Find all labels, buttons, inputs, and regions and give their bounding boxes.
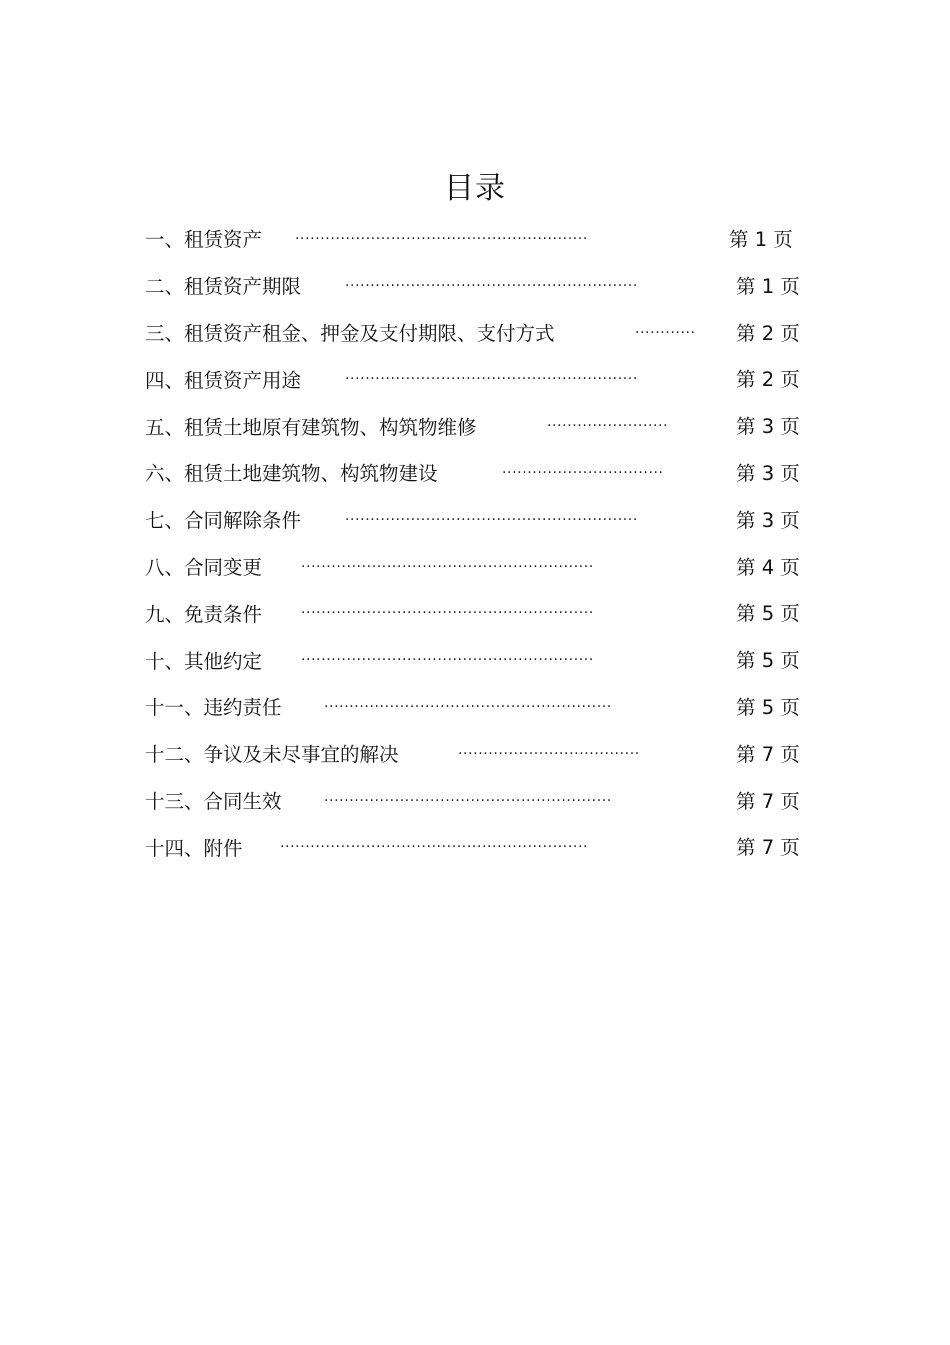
toc-leader-dots: ····························································· bbox=[280, 839, 589, 856]
toc-entry-page: 第 3 页 bbox=[736, 415, 800, 439]
toc-entry-label: 四、租赁资产用途 bbox=[145, 368, 302, 392]
toc-entry-label: 六、租赁土地建筑物、构筑物建设 bbox=[145, 462, 438, 486]
toc-entry-label: 九、免责条件 bbox=[145, 602, 263, 626]
toc-entry[interactable] bbox=[145, 685, 810, 732]
table-of-contents bbox=[145, 217, 810, 872]
toc-entry-label: 五、租赁土地原有建筑物、构筑物维修 bbox=[145, 415, 477, 439]
toc-leader-dots: ························································· bbox=[324, 792, 612, 809]
toc-entry[interactable] bbox=[145, 732, 810, 779]
toc-entry-page: 第 7 页 bbox=[736, 789, 800, 813]
toc-entry-page: 第 2 页 bbox=[736, 368, 800, 392]
toc-entry[interactable] bbox=[145, 498, 810, 545]
toc-entry-page: 第 3 页 bbox=[736, 508, 800, 532]
toc-entry[interactable] bbox=[145, 451, 810, 498]
toc-entry-label: 八、合同变更 bbox=[145, 555, 263, 579]
toc-entry[interactable] bbox=[145, 638, 810, 685]
toc-entry-label: 十四、附件 bbox=[145, 836, 243, 860]
toc-entry-page: 第 2 页 bbox=[736, 321, 800, 345]
toc-title: 目录 bbox=[444, 171, 506, 206]
toc-entry-page: 第 7 页 bbox=[736, 742, 800, 766]
toc-leader-dots: ·························································· bbox=[295, 231, 588, 247]
toc-entry[interactable] bbox=[145, 357, 810, 404]
toc-leader-dots: ·························································· bbox=[345, 511, 638, 528]
toc-entry-label: 三、租赁资产租金、押金及支付期限、支付方式 bbox=[145, 321, 555, 345]
toc-entry[interactable] bbox=[145, 825, 810, 872]
toc-leader-dots: ························ bbox=[547, 418, 669, 435]
toc-leader-dots: ·························································· bbox=[345, 371, 638, 388]
toc-leader-dots: ·························································· bbox=[301, 558, 594, 575]
toc-entry-label: 七、合同解除条件 bbox=[145, 509, 302, 533]
toc-entry-page: 第 1 页 bbox=[736, 274, 800, 298]
toc-entry[interactable] bbox=[145, 311, 810, 358]
toc-entry-label: 十三、合同生效 bbox=[145, 789, 282, 813]
toc-entry-page: 第 5 页 bbox=[736, 602, 800, 626]
toc-entry-page: 第 3 页 bbox=[736, 461, 800, 485]
toc-leader-dots: ·························································· bbox=[301, 652, 594, 669]
toc-entry[interactable] bbox=[145, 779, 810, 826]
toc-entry-label: 十二、争议及未尽事宜的解决 bbox=[145, 743, 399, 767]
toc-entry[interactable] bbox=[145, 404, 810, 451]
toc-entry-label: 十、其他约定 bbox=[145, 649, 263, 673]
toc-entry-page: 第 5 页 bbox=[736, 695, 800, 719]
toc-entry-page: 第 4 页 bbox=[736, 555, 800, 579]
toc-entry-page: 第 1 页 bbox=[729, 228, 793, 251]
toc-entry[interactable] bbox=[145, 545, 810, 592]
toc-entry[interactable] bbox=[145, 217, 810, 264]
toc-entry-label: 二、租赁资产期限 bbox=[145, 275, 302, 299]
toc-leader-dots: ························································· bbox=[324, 698, 612, 715]
toc-entry[interactable] bbox=[145, 591, 810, 638]
toc-entry[interactable] bbox=[145, 264, 810, 311]
toc-leader-dots: ·························································· bbox=[301, 605, 594, 622]
toc-leader-dots: ············ bbox=[635, 324, 696, 341]
toc-entry-page: 第 5 页 bbox=[736, 649, 800, 673]
toc-leader-dots: ·························································· bbox=[345, 277, 638, 294]
toc-entry-page: 第 7 页 bbox=[736, 836, 800, 860]
toc-leader-dots: ································ bbox=[502, 464, 664, 481]
toc-entry-label: 十一、违约责任 bbox=[145, 696, 282, 720]
toc-leader-dots: ···································· bbox=[458, 745, 640, 762]
toc-entry-label: 一、租赁资产 bbox=[145, 228, 263, 252]
